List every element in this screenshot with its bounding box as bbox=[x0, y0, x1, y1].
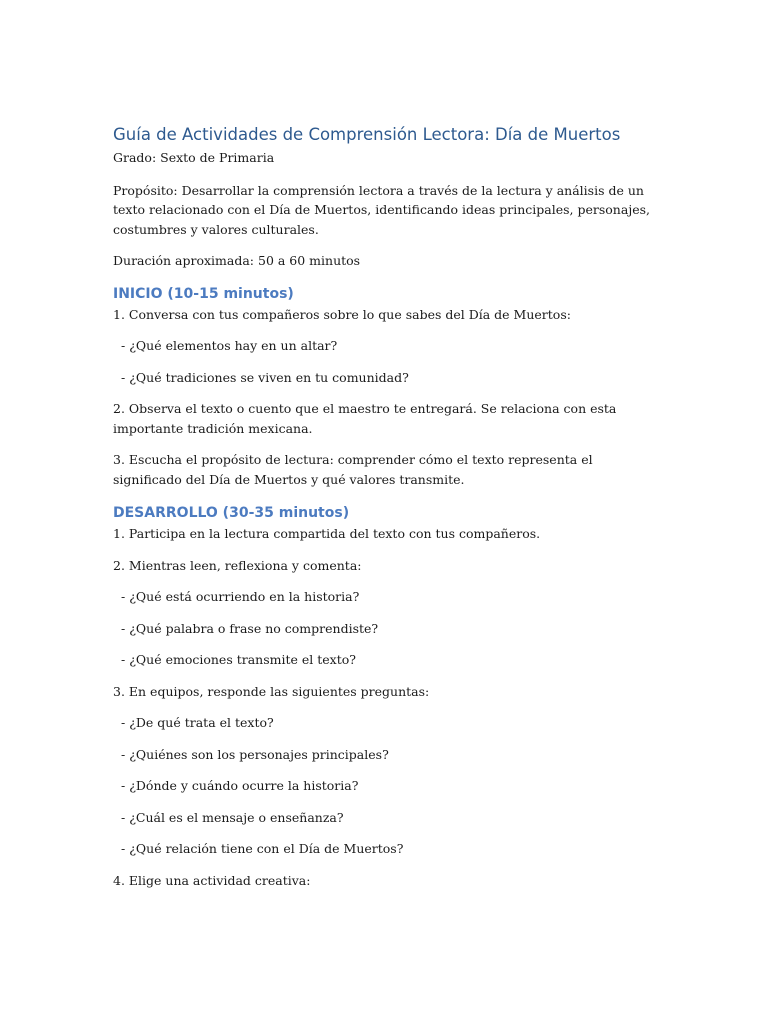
inicio-item-1: 1. Conversa con tus compañeros sobre lo que sabes del Día de Muertos: bbox=[113, 306, 571, 322]
inicio-item-1-sub-1: - ¿Qué elementos hay en un altar? bbox=[121, 338, 338, 353]
desarrollo-item-3-sub-4: - ¿Cuál es el mensaje o enseñanza? bbox=[121, 809, 344, 825]
desarrollo-item-2-sub-1: - ¿Qué está ocurriendo en la historia? bbox=[121, 589, 360, 604]
desarrollo-item-4: 4. Elige una actividad creativa: bbox=[113, 872, 311, 888]
purpose-text: Propósito: Desarrollar la comprensión lectora a través de la lectura y análisis de un texto relacionado con el Día de Muertos, identificando ideas principales, personajes, costumbres y valores culturales. bbox=[113, 182, 650, 237]
section-heading-inicio: INICIO (10-15 minutos) bbox=[113, 285, 294, 302]
document-title: Guía de Actividades de Comprensión Lectora: Día de Muertos bbox=[113, 125, 621, 144]
document-page bbox=[113, 122, 658, 902]
desarrollo-item-3-sub-3: - ¿Dónde y cuándo ocurre la historia? bbox=[121, 778, 359, 793]
inicio-item-3: 3. Escucha el propósito de lectura: comprender cómo el texto representa el significado del Día de Muertos y qué valores transmite. bbox=[113, 452, 593, 487]
desarrollo-item-2-sub-3: - ¿Qué emociones transmite el texto? bbox=[121, 652, 356, 667]
grade-text: Grado: Sexto de Primaria bbox=[113, 150, 275, 165]
desarrollo-item-2-sub-2: - ¿Qué palabra o frase no comprendiste? bbox=[121, 620, 379, 636]
desarrollo-item-3-sub-5: - ¿Qué relación tiene con el Día de Muertos? bbox=[121, 841, 404, 856]
inicio-item-2: 2. Observa el texto o cuento que el maestro te entregará. Se relaciona con esta importante tradición mexicana. bbox=[113, 401, 617, 436]
desarrollo-item-1: 1. Participa en la lectura compartida del texto con tus compañeros. bbox=[113, 526, 541, 541]
desarrollo-item-3: 3. En equipos, responde las siguientes preguntas: bbox=[113, 683, 430, 699]
desarrollo-item-3-sub-1: - ¿De qué trata el texto? bbox=[121, 715, 274, 730]
duration-text: Duración aproximada: 50 a 60 minutos bbox=[113, 253, 361, 268]
section-heading-desarrollo: DESARROLLO (30-35 minutos) bbox=[113, 505, 350, 521]
inicio-item-1-sub-2: - ¿Qué tradiciones se viven en tu comunidad? bbox=[121, 369, 409, 385]
desarrollo-item-2: 2. Mientras leen, reflexiona y comenta: bbox=[113, 557, 362, 573]
desarrollo-item-3-sub-2: - ¿Quiénes son los personajes principales? bbox=[121, 746, 389, 762]
